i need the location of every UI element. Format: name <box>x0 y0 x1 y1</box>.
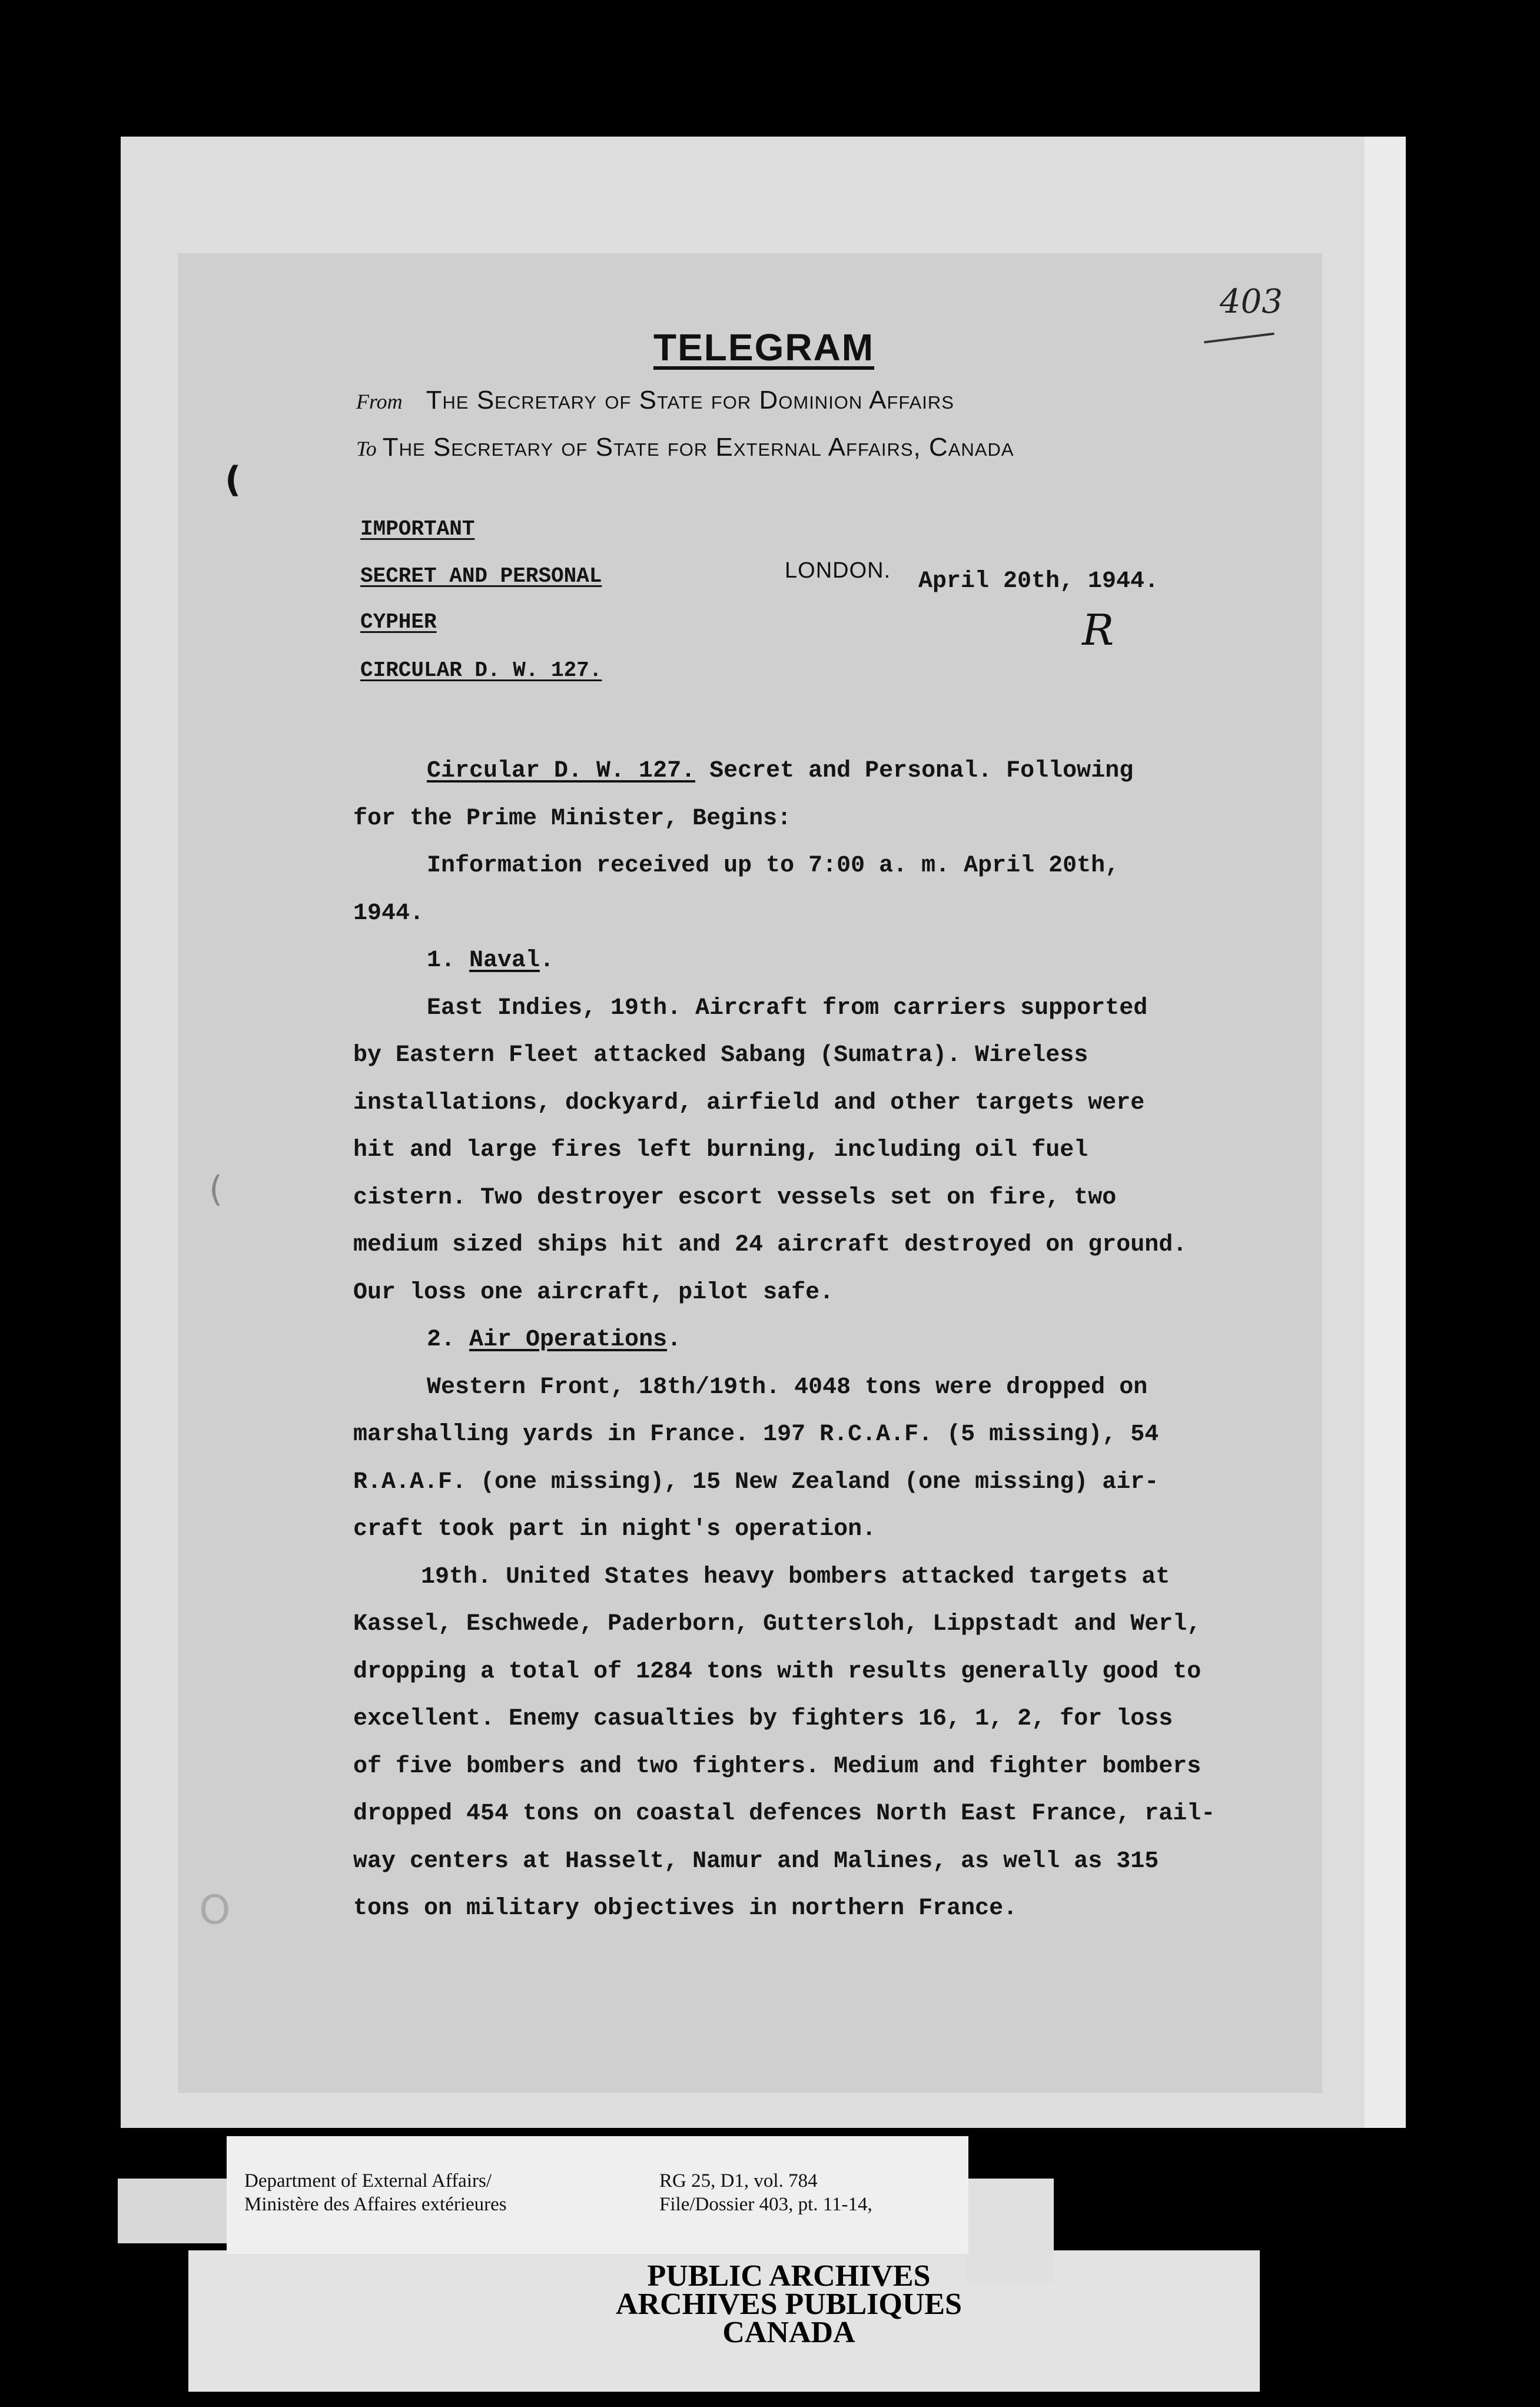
archive-stamp-strip <box>188 2250 1260 2392</box>
section-dot: . <box>540 947 555 974</box>
body-line: Kassel, Eschwede, Paderborn, Guttersloh, Lippstadt and Werl, <box>353 1611 1202 1637</box>
section-title: Air Operations <box>469 1327 668 1353</box>
body-line <box>353 748 1272 795</box>
body-line: East Indies, 19th. Aircraft from carriers supported <box>427 994 1148 1022</box>
file-dossier: File/Dossier 403, pt. 11-14, <box>659 2194 872 2215</box>
body-line: Western Front, 18th/19th. 4048 tons were dropped on <box>427 1374 1148 1401</box>
cypher-marking: CYPHER <box>360 610 437 634</box>
public-archives-stamp <box>553 2259 1024 2349</box>
section-number: 2. <box>427 1327 470 1353</box>
section-title: Naval <box>469 947 540 974</box>
to-line <box>356 433 1014 462</box>
circular-reference: CIRCULAR D. W. 127. <box>360 658 602 682</box>
to-text: The Secretary of State for External Affairs, Canada <box>382 433 1014 462</box>
to-label: To <box>356 437 377 460</box>
section-number: 1. <box>427 947 470 974</box>
body-line: of five bombers and two fighters. Medium and fighter bombers <box>353 1753 1202 1780</box>
body-line: cistern. Two destroyer escort vessels set on fire, two <box>353 1184 1117 1211</box>
dateline-place: LONDON. <box>785 558 891 583</box>
handwritten-initial: R <box>1082 605 1114 655</box>
section-dot: . <box>667 1327 682 1353</box>
body-line: installations, dockyard, airfield and other targets were <box>353 1089 1145 1116</box>
archive-card-tab <box>118 2179 235 2243</box>
stamp-line: PUBLIC ARCHIVES <box>647 2259 931 2293</box>
from-line <box>356 386 954 415</box>
dateline-date: April 20th, 1944. <box>918 568 1159 595</box>
section-heading-naval <box>353 937 1272 985</box>
body-line: craft took part in night's operation. <box>353 1516 877 1543</box>
circular-ref-inline: Circular D. W. 127. <box>427 758 696 784</box>
body-text: Secret and Personal. Following <box>695 758 1134 784</box>
archive-reference-card <box>227 2136 968 2254</box>
body-line: Information received up to 7:00 a. m. April 20th, <box>427 853 1120 879</box>
body-line: marshalling yards in France. 197 R.C.A.F. (5 missing), 54 <box>353 1421 1159 1448</box>
back-sheet-edge <box>1365 137 1406 2128</box>
body-line: way centers at Hasselt, Namur and Malines, as well as 315 <box>353 1848 1159 1875</box>
from-label: From <box>356 390 403 413</box>
section-heading-air <box>353 1317 1272 1364</box>
file-reference <box>659 2169 872 2216</box>
priority-marking: IMPORTANT <box>360 517 475 541</box>
body-line: by Eastern Fleet attacked Sabang (Sumatra). Wireless <box>353 1042 1088 1069</box>
body-line: 19th. United States heavy bombers attacked targets at <box>421 1563 1170 1590</box>
department-label <box>244 2169 507 2216</box>
punch-hole: O <box>199 1887 231 1934</box>
body-line: tons on military objectives in northern France. <box>353 1895 1018 1922</box>
body-line: dropped 454 tons on coastal defences North East France, rail- <box>353 1801 1216 1827</box>
punch-hole: ( <box>225 459 241 500</box>
body-line: hit and large fires left burning, including oil fuel <box>353 1137 1088 1163</box>
body-line: dropping a total of 1284 tons with results generally good to <box>353 1658 1202 1685</box>
body-line: excellent. Enemy casualties by fighters 16, 1, 2, for loss <box>353 1706 1173 1732</box>
department-en: Department of External Affairs/ <box>244 2170 492 2192</box>
telegram-title: TELEGRAM <box>653 326 875 369</box>
body-line: R.A.A.F. (one missing), 15 New Zealand (one missing) air- <box>353 1468 1159 1496</box>
stamp-line: CANADA <box>722 2316 855 2349</box>
body-line: medium sized ships hit and 24 aircraft destroyed on ground. <box>353 1232 1187 1258</box>
punch-hole: ( <box>209 1169 223 1210</box>
security-marking: SECRET AND PERSONAL <box>360 564 602 588</box>
message-body <box>353 748 1272 1933</box>
body-line: for the Prime Minister, Begins: <box>353 805 792 832</box>
archive-card-tab <box>965 2179 1054 2282</box>
record-group: RG 25, D1, vol. 784 <box>659 2170 818 2192</box>
body-line: Our loss one aircraft, pilot safe. <box>353 1279 834 1306</box>
stamp-line: ARCHIVES PUBLIQUES <box>615 2287 962 2321</box>
handwritten-page-number: 403 <box>1220 283 1283 321</box>
from-text: The Secretary of State for Dominion Affairs <box>426 386 954 415</box>
department-fr: Ministère des Affaires extérieures <box>244 2194 507 2215</box>
body-line: 1944. <box>353 900 424 927</box>
